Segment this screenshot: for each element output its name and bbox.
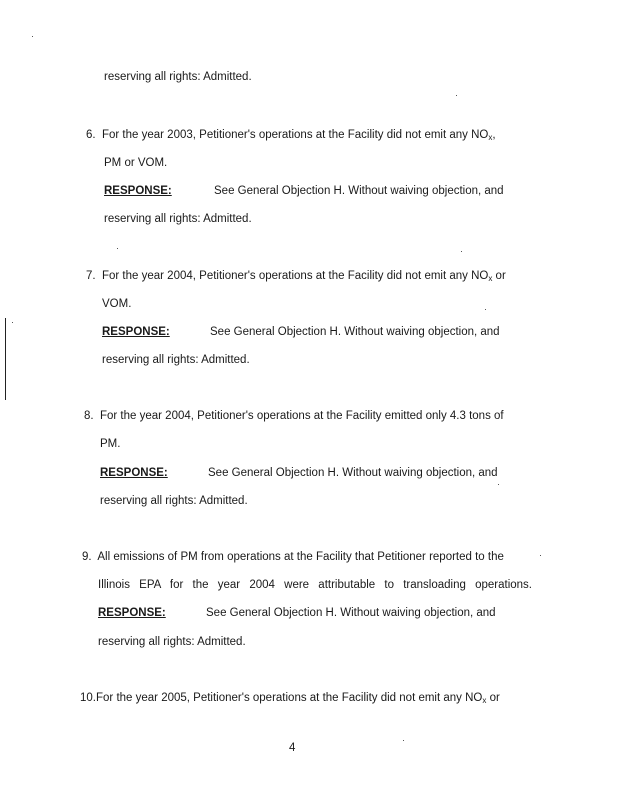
scan-speck (403, 740, 404, 741)
item-9-number: 9. (82, 551, 92, 563)
scan-margin-mark (5, 318, 6, 400)
item-8-line2: PM. (100, 438, 121, 450)
scan-speck (461, 251, 462, 252)
item-9-response-line2: reserving all rights: Admitted. (98, 636, 246, 648)
item-7-line1: 7. For the year 2004, Petitioner's operations at the Facility did not emit any $NO_x$ or (86, 270, 506, 283)
item-7-response: RESPONSE: See General Objection H. Without waiving objection, and (102, 326, 500, 338)
scan-speck (540, 555, 541, 556)
response-label: RESPONSE: (102, 326, 170, 338)
item-6-line2: PM or VOM. (104, 157, 168, 169)
scan-speck (117, 248, 118, 249)
item-9-response: RESPONSE: See General Objection H. Without waiving objection, and (98, 607, 496, 619)
item-8-response-line2: reserving all rights: Admitted. (100, 495, 248, 507)
item-6-response: RESPONSE: See General Objection H. Without waiving objection, and (104, 185, 504, 197)
item-10-number: 10. (80, 692, 96, 704)
item-8-line1: 8. For the year 2004, Petitioner's operations at the Facility emitted only 4.3 tons of (84, 410, 504, 422)
item-8-response: RESPONSE: See General Objection H. Without waiving objection, and (100, 467, 498, 479)
item-6-response-line2: reserving all rights: Admitted. (104, 213, 252, 225)
page-number: 4 (289, 742, 296, 754)
scan-speck (32, 36, 33, 37)
response-label: RESPONSE: (100, 467, 168, 479)
scan-speck (12, 322, 13, 323)
scan-speck (498, 484, 499, 485)
scan-speck (456, 95, 457, 96)
carryover-text: reserving all rights: Admitted. (104, 71, 252, 83)
item-6-number: 6. (86, 129, 96, 141)
item-9-line2: Illinois EPA for the year 2004 were attributable to transloading operations. (98, 579, 532, 591)
item-6-line1: 6. For the year 2003, Petitioner's operations at the Facility did not emit any $NO_x$, (86, 129, 496, 142)
item-7-response-line2: reserving all rights: Admitted. (102, 354, 250, 366)
item-9-line1: 9. All emissions of PM from operations at the Facility that Petitioner reported to the (82, 551, 504, 563)
item-7-number: 7. (86, 270, 96, 282)
item-10-line1: 10.For the year 2005, Petitioner's operations at the Facility did not emit any $NO_x$ or (80, 692, 500, 705)
response-label: RESPONSE: (104, 185, 172, 197)
item-7-line2: VOM. (102, 298, 132, 310)
item-8-number: 8. (84, 410, 94, 422)
scan-speck (485, 309, 486, 310)
response-label: RESPONSE: (98, 607, 166, 619)
